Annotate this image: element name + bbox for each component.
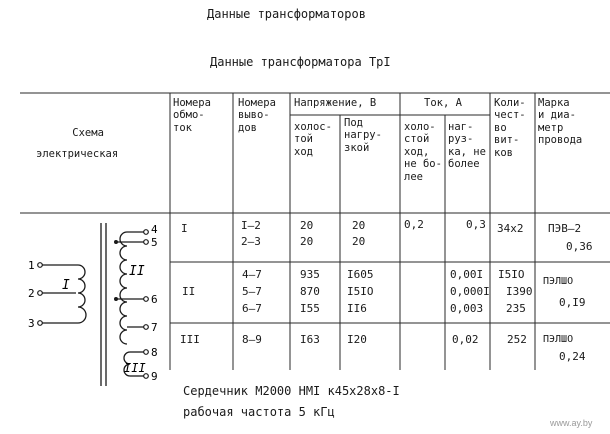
header-line: ход, bbox=[404, 145, 430, 158]
header-scheme-line1: Схема bbox=[72, 127, 104, 139]
pin-label-9: 9 bbox=[151, 370, 158, 383]
row3-terminals: 8–9 bbox=[242, 333, 262, 346]
header-line: провода bbox=[538, 134, 583, 147]
row3-v-noload: I63 bbox=[300, 333, 320, 346]
cell: 4–7 bbox=[242, 268, 262, 281]
header-line: холо- bbox=[404, 121, 436, 133]
header-line: более bbox=[448, 158, 480, 171]
terminal-4 bbox=[144, 230, 149, 235]
header-line: чест- bbox=[494, 109, 526, 122]
header-line: обмо- bbox=[173, 109, 205, 122]
cell: I–2 bbox=[241, 219, 261, 232]
terminal-8 bbox=[144, 350, 149, 355]
document-title: Данные трансформаторов bbox=[207, 7, 366, 21]
cell: 935 bbox=[300, 268, 320, 281]
header-line: лее bbox=[404, 170, 423, 183]
row3-wire-mark: ПЭЛШО bbox=[543, 334, 574, 345]
row1-i-load: 0,3 bbox=[466, 218, 486, 231]
row1-turns: 34х2 bbox=[497, 222, 524, 235]
header-current: Ток, А bbox=[424, 97, 462, 109]
header-scheme-line2: электрическая bbox=[36, 148, 119, 161]
cell: 2–3 bbox=[241, 235, 261, 248]
terminal-3 bbox=[38, 321, 43, 326]
header-voltage: Напряжение, В bbox=[294, 97, 377, 109]
winding-label-2: II bbox=[129, 264, 145, 279]
pin-label-1: 1 bbox=[28, 259, 35, 272]
header-line: и диа- bbox=[538, 109, 576, 122]
header-line: дов bbox=[238, 121, 257, 134]
terminal-5 bbox=[144, 240, 149, 245]
header-line: зкой bbox=[344, 141, 370, 154]
header-line: вит- bbox=[494, 134, 520, 147]
tap-dot-5 bbox=[114, 240, 118, 244]
header-line: нагру- bbox=[344, 129, 382, 142]
pin-label-7: 7 bbox=[151, 321, 158, 334]
winding-label-3: III bbox=[124, 361, 146, 375]
row1-winding: I bbox=[181, 222, 188, 235]
header-line: стой bbox=[404, 133, 430, 146]
header-line: Номера bbox=[173, 97, 211, 109]
header-line: Под bbox=[344, 117, 363, 129]
row1-i-noload: 0,2 bbox=[404, 218, 424, 231]
cell: I605 bbox=[347, 268, 374, 281]
row2-winding: II bbox=[182, 285, 196, 298]
cell: 235 bbox=[506, 302, 526, 315]
terminal-6 bbox=[144, 297, 149, 302]
terminal-1 bbox=[38, 263, 43, 268]
cell: 20 bbox=[352, 235, 366, 248]
pin-label-5: 5 bbox=[151, 236, 158, 249]
row3-wire-dia: 0,24 bbox=[559, 350, 586, 363]
header-line: наг- bbox=[448, 121, 474, 133]
document-subtitle: Данные трансформатора ТрI bbox=[210, 55, 391, 69]
header-line: руз- bbox=[448, 133, 474, 146]
coil-winding-2 bbox=[120, 232, 127, 344]
cell: II6 bbox=[347, 302, 367, 315]
row3-v-load: I20 bbox=[347, 333, 367, 346]
header-line: во bbox=[494, 121, 507, 134]
row2-wire-mark: ПЭЛШО bbox=[543, 276, 574, 287]
cell: 0,000I bbox=[450, 285, 490, 298]
cell: I5IO bbox=[347, 285, 374, 298]
header-line: ход bbox=[294, 145, 313, 158]
row1-wire-mark: ПЭВ–2 bbox=[548, 222, 582, 235]
coil-winding-1 bbox=[78, 265, 86, 323]
pin-label-6: 6 bbox=[151, 293, 158, 306]
tap-dot-6 bbox=[114, 297, 118, 301]
pin-label-2: 2 bbox=[28, 287, 35, 300]
header-line: холос- bbox=[294, 121, 332, 133]
cell: I55 bbox=[300, 302, 320, 315]
cell: I390 bbox=[506, 285, 533, 298]
cell: 0,003 bbox=[450, 302, 484, 315]
cell: 0,00I bbox=[450, 268, 484, 281]
cell: 20 bbox=[300, 219, 314, 232]
header-line: метр bbox=[538, 121, 564, 134]
header-line: Коли- bbox=[494, 97, 526, 109]
header-line: Марка bbox=[538, 97, 570, 109]
pin-label-3: 3 bbox=[28, 317, 35, 330]
row2-wire-dia: 0,I9 bbox=[559, 296, 586, 309]
header-line: ков bbox=[494, 146, 513, 159]
header-line: той bbox=[294, 133, 313, 146]
header-line: выво- bbox=[238, 109, 270, 122]
cell: 5–7 bbox=[242, 285, 262, 298]
header-line: ка, не bbox=[448, 145, 486, 158]
cell: 870 bbox=[300, 285, 320, 298]
winding-label-1: I bbox=[62, 278, 70, 293]
operating-frequency: рабочая частота 5 кГц bbox=[183, 405, 335, 419]
core-spec: Сердечник М2000 НМI к45х28х8-I bbox=[183, 384, 400, 398]
row1-wire-dia: 0,36 bbox=[566, 240, 593, 253]
row3-i-load: 0,02 bbox=[452, 333, 479, 346]
header-line: Номера bbox=[238, 97, 276, 109]
cell: 20 bbox=[352, 219, 366, 232]
pin-label-8: 8 bbox=[151, 346, 158, 359]
pin-label-4: 4 bbox=[151, 223, 158, 236]
row3-turns: 252 bbox=[507, 333, 527, 346]
terminal-7 bbox=[144, 325, 149, 330]
cell: 20 bbox=[300, 235, 314, 248]
terminal-2 bbox=[38, 291, 43, 296]
row3-winding: III bbox=[180, 333, 200, 346]
cell: I5IO bbox=[498, 268, 525, 281]
cell: 6–7 bbox=[242, 302, 262, 315]
header-line: ток bbox=[173, 121, 192, 134]
watermark-text: www.ay.by bbox=[550, 418, 593, 428]
header-line: не бо- bbox=[404, 158, 442, 171]
